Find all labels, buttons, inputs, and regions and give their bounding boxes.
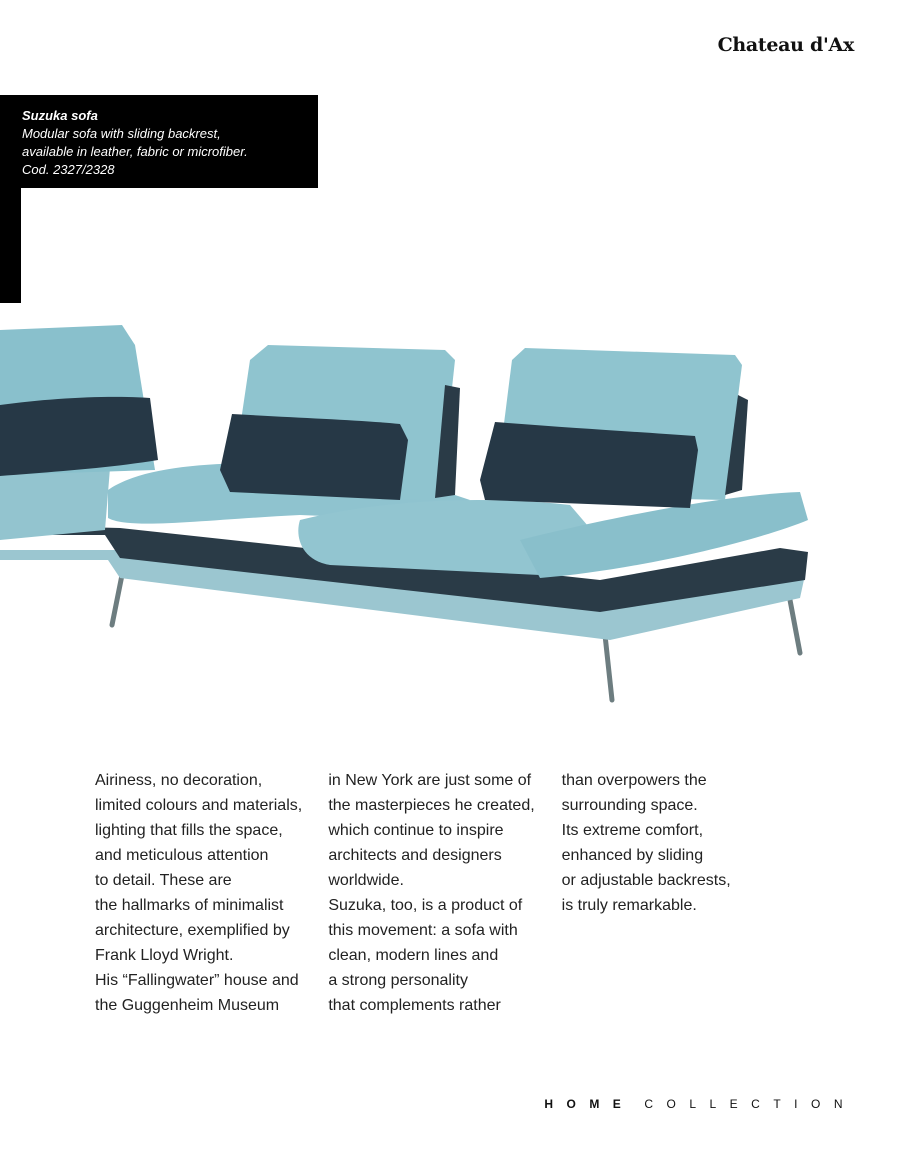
sofa-image [0,300,900,720]
text-line: Its extreme comfort, [561,822,704,839]
brand-logo: Chateau d'Ax [717,34,854,56]
caption-line: available in leather, fabric or microfiber. [22,144,248,159]
caption-title: Suzuka sofa [22,108,98,123]
caption-line: Modular sofa with sliding backrest, [22,126,221,141]
text-line: the hallmarks of minimalist [95,897,284,914]
text-line: this movement: a sofa with [328,922,518,939]
text-line: that complements rather [328,997,501,1014]
footer-label [544,1097,856,1111]
caption-strip [0,188,21,303]
text-line: and meticulous attention [95,847,269,864]
text-line: limited colours and materials, [95,797,303,814]
text-column-2 [328,768,561,1018]
text-line: which continue to inspire [328,822,504,839]
sofa-seat-left [0,468,110,540]
text-column-3 [562,768,795,1018]
text-line: Frank Lloyd Wright. [95,947,234,964]
text-line: lighting that fills the space, [95,822,283,839]
text-line: worldwide. [328,872,404,889]
text-line: His “Fallingwater” house and [95,972,299,989]
text-line: architects and designers [328,847,502,864]
footer-collection: COLLECTION [644,1097,856,1111]
text-line: clean, modern lines and [328,947,499,964]
text-line: is truly remarkable. [561,897,697,914]
text-line: architecture, exemplified by [95,922,290,939]
body-text [95,768,795,1018]
text-line: to detail. These are [95,872,232,889]
text-line: than overpowers the [561,772,707,789]
text-line: or adjustable backrests, [561,872,731,889]
text-line: in New York are just some of [328,772,532,789]
text-line: the Guggenheim Museum [95,997,280,1014]
text-line: Suzuka, too, is a product of [328,897,523,914]
text-line: enhanced by sliding [561,847,704,864]
caption-box [0,95,318,188]
text-column-1 [95,768,328,1018]
footer-home: HOME [544,1097,635,1111]
sofa-pillow-middle [220,414,408,500]
text-line: the masterpieces he created, [328,797,535,814]
text-line: a strong personality [328,972,468,989]
caption-line: Cod. 2327/2328 [22,162,115,177]
text-line: surrounding space. [561,797,698,814]
sofa-pillow-right [480,422,698,508]
text-line: Airiness, no decoration, [95,772,263,789]
